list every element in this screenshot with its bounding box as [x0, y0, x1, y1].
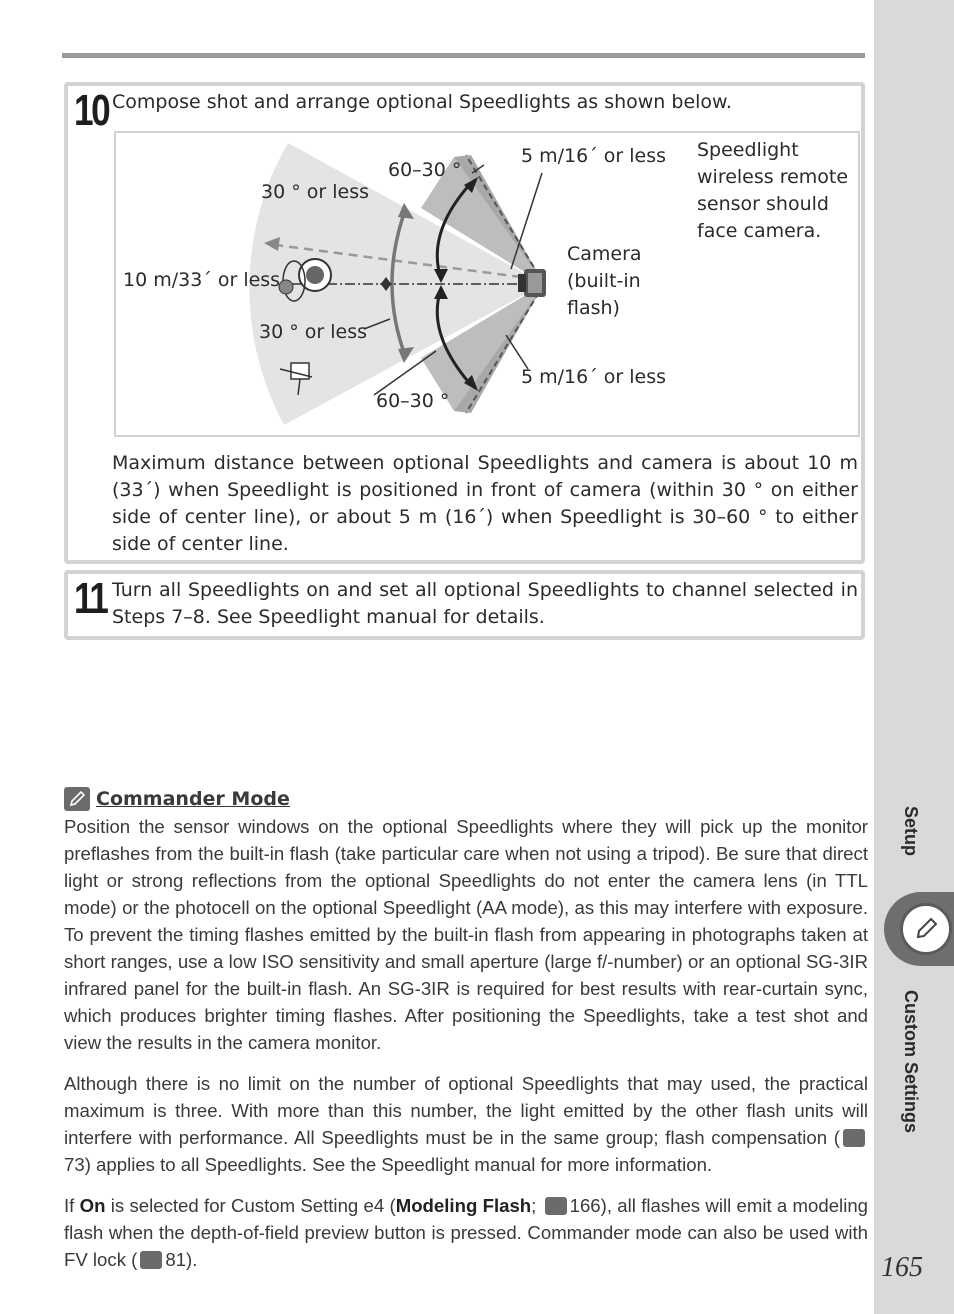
speedlight-placement-diagram	[114, 131, 860, 437]
camera-label-line-3: flash)	[567, 297, 620, 319]
pencil-icon	[900, 903, 952, 955]
label-60-30-top: 60–30 °	[388, 159, 462, 181]
camera-label-line-2: (built-in	[567, 270, 641, 292]
commander-mode-note	[64, 785, 868, 1287]
note-paragraph-3: If On is selected for Custom Setting e4 (Modeling Flash; 166), all flashes will emit a modeling flash when the depth-of-field preview button is pressed. Commander mode can also be used with FV lock ( 81).	[64, 1195, 869, 1270]
pencil-icon	[64, 787, 90, 811]
note-paragraph-2: Although there is no limit on the number of optional Speedlights that may used, the practical maximum is three. With more than this number, the light emitted by the other flash units will interfere with performance. All Speedlights must be in the same group; flash compensation (73) applies to all Speedlights. See the Speedlight manual for more information.	[64, 1073, 868, 1175]
label-30-bottom: 30 ° or less	[259, 321, 367, 343]
sidebar-custom-settings-label: Custom Settings	[901, 990, 921, 1134]
sensor-note-line-2: wireless remote	[697, 166, 849, 188]
page-reference-icon	[140, 1251, 162, 1269]
label-60-30-bottom: 60–30 °	[376, 390, 450, 412]
page-reference-icon	[545, 1197, 567, 1215]
note-title: Commander Mode	[96, 788, 290, 810]
step-10-instruction: Compose shot and arrange optional Speedlights as shown below.	[112, 91, 732, 113]
step-10-box	[64, 82, 865, 564]
step-10-caption: Maximum distance between optional Speedlights and camera is about 10 m (33´) when Speedlight is positioned in front of camera (within 30 ° on either side of center line), or about 5 m (16´) when Speedlight is 30–60 ° to either side of center line.	[112, 452, 858, 555]
top-rule	[62, 53, 865, 58]
page-number: 165	[881, 1252, 923, 1283]
sidebar-custom-settings-tab[interactable]	[884, 892, 954, 966]
label-10m: 10 m/33´ or less	[123, 269, 281, 291]
camera-label-line-1: Camera	[567, 243, 642, 265]
step-11-instruction: Turn all Speedlights on and set all optional Speedlights to channel selected in Steps 7–8. See Speedlight manual for details.	[112, 579, 858, 628]
step-11-number: 11	[74, 574, 107, 623]
page-reference-icon	[843, 1129, 865, 1147]
label-5m-bottom: 5 m/16´ or less	[521, 366, 666, 388]
sensor-note-line-1: Speedlight	[697, 139, 799, 161]
sensor-note-line-4: face camera.	[697, 220, 822, 242]
step-10-number: 10	[74, 86, 109, 135]
sidebar-setup-label: Setup	[901, 806, 921, 857]
note-header	[64, 785, 868, 813]
sensor-note-line-3: sensor should	[697, 193, 829, 215]
label-5m-top: 5 m/16´ or less	[521, 145, 666, 167]
step-11-box	[64, 570, 865, 640]
label-30-top: 30 ° or less	[261, 181, 369, 203]
note-paragraph-1: Position the sensor windows on the optional Speedlights where they will pick up the monitor preflashes from the built-in flash (take particular care when not using a tripod). Be sure that direct light or strong reflections from the optional Speedlights do not enter the camera lens (in TTL mode) or the photocell on the optional Speedlight (AA mode), as this may interfere with exposure. To prevent the timing flashes emitted by the built-in flash from appearing in photographs taken at short ranges, use a low ISO sensitivity and small aperture (large f/-number) or an optional SG-3IR infrared panel for the built-in flash. An SG-3IR is required for best results with rear-curtain sync, which produces brighter timing flashes. After positioning the Speedlights, take a test shot and view the results in the camera monitor.	[64, 816, 868, 1053]
